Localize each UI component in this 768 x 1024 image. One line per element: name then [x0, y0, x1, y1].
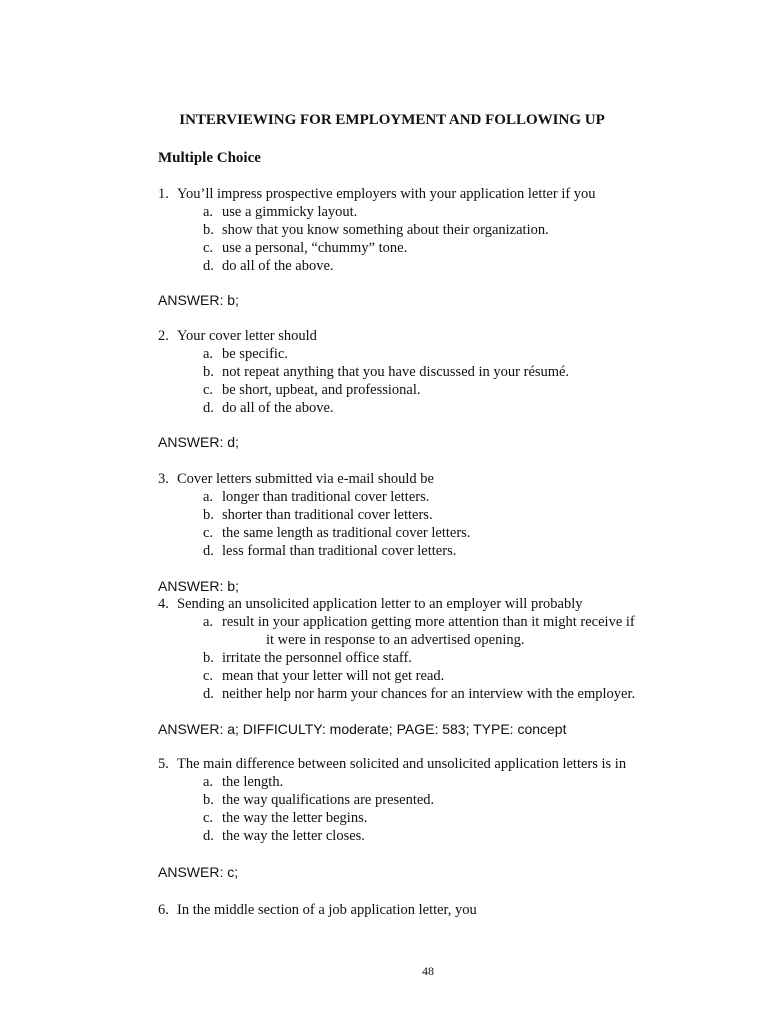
option-letter: b. [203, 364, 214, 380]
option-letter: b. [203, 792, 214, 808]
question-text: Sending an unsolicited application letter to an employer will probably [177, 596, 583, 612]
question-number: 4. [158, 596, 169, 612]
question-number: 2. [158, 328, 169, 344]
option-letter: d. [203, 543, 214, 559]
option-letter: d. [203, 686, 214, 702]
option-letter: c. [203, 240, 214, 256]
question-text: You’ll impress prospective employers with your application letter if you [177, 186, 596, 202]
question-number: 3. [158, 471, 169, 487]
option-text: the length. [222, 774, 284, 790]
option-letter: a. [203, 489, 214, 505]
answer-line: ANSWER: b; [158, 292, 239, 308]
question-number: 1. [158, 186, 169, 202]
page-number: 48 [422, 964, 434, 978]
option-letter: a. [203, 614, 214, 630]
option-text: the way the letter closes. [222, 828, 365, 844]
document-title: INTERVIEWING FOR EMPLOYMENT AND FOLLOWING UP [179, 112, 605, 128]
option-letter: d. [203, 400, 214, 416]
option-text: do all of the above. [222, 400, 334, 416]
option-letter: a. [203, 204, 214, 220]
option-text: less formal than traditional cover letters. [222, 543, 457, 559]
question-text: Cover letters submitted via e-mail should be [177, 471, 434, 487]
answer-line: ANSWER: d; [158, 434, 239, 450]
option-text: result in your application getting more attention than it might receive if [222, 614, 635, 630]
option-letter: b. [203, 507, 214, 523]
option-letter: b. [203, 222, 214, 238]
question-text: In the middle section of a job application letter, you [177, 902, 477, 918]
question-number: 6. [158, 902, 169, 918]
option-text: shorter than traditional cover letters. [222, 507, 433, 523]
option-text: show that you know something about their organization. [222, 222, 549, 238]
option-letter: c. [203, 810, 214, 826]
option-text: irritate the personnel office staff. [222, 650, 412, 666]
option-text: longer than traditional cover letters. [222, 489, 430, 505]
option-text: use a gimmicky layout. [222, 204, 358, 220]
option-letter: d. [203, 258, 214, 274]
option-text: neither help nor harm your chances for an interview with the employer. [222, 686, 636, 702]
answer-line: ANSWER: b; [158, 578, 239, 594]
option-text: the same length as traditional cover letters. [222, 525, 471, 541]
option-text: not repeat anything that you have discussed in your résumé. [222, 364, 570, 380]
option-text: be short, upbeat, and professional. [222, 382, 421, 398]
section-heading: Multiple Choice [158, 150, 261, 166]
option-letter: d. [203, 828, 214, 844]
option-text-continued: it were in response to an advertised opening. [266, 632, 525, 648]
question-text: The main difference between solicited and unsolicited application letters is in [177, 756, 627, 772]
option-letter: c. [203, 525, 214, 541]
option-letter: b. [203, 650, 214, 666]
option-text: use a personal, “chummy” tone. [222, 240, 408, 256]
option-letter: c. [203, 668, 214, 684]
question-number: 5. [158, 756, 169, 772]
option-letter: a. [203, 774, 214, 790]
answer-line: ANSWER: c; [158, 864, 239, 880]
option-text: mean that your letter will not get read. [222, 668, 445, 684]
answer-line: ANSWER: a; DIFFICULTY: moderate; PAGE: 583; TYPE: concept [158, 721, 567, 737]
option-text: the way qualifications are presented. [222, 792, 435, 808]
option-text: do all of the above. [222, 258, 334, 274]
option-letter: a. [203, 346, 214, 362]
option-letter: c. [203, 382, 214, 398]
question-text: Your cover letter should [177, 328, 317, 344]
option-text: the way the letter begins. [222, 810, 368, 826]
option-text: be specific. [222, 346, 289, 362]
